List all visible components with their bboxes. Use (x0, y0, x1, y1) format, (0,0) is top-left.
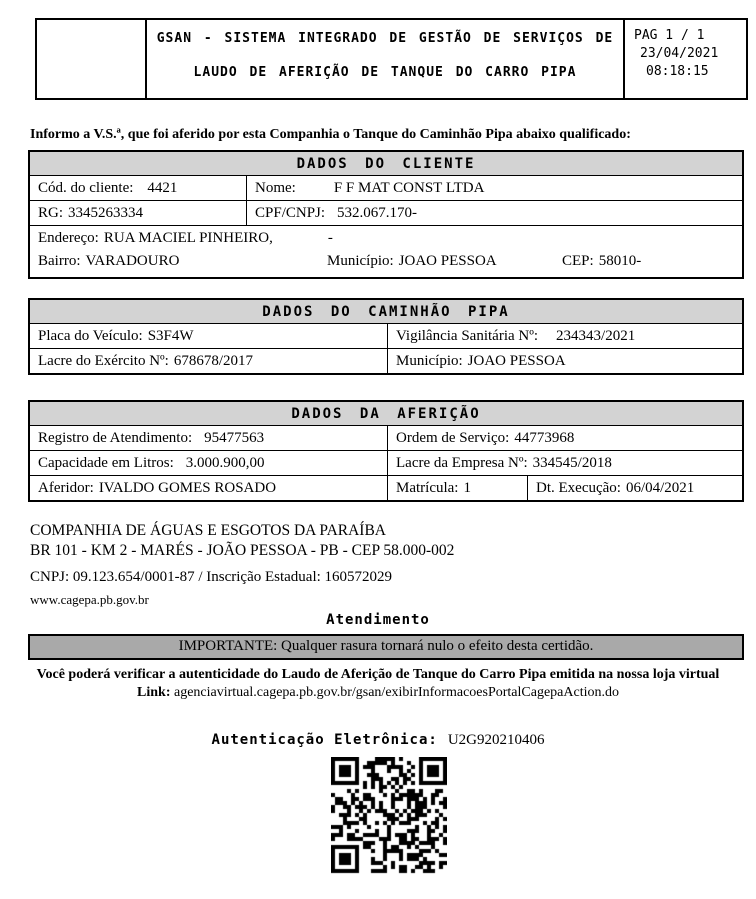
authenticity-notice: Você poderá verificar a autenticidade do Laudo de Aferição de Tanque do Carro Pipa emitida na nossa loja virtual (36, 667, 720, 682)
table-row (30, 201, 742, 226)
client-code-value: 4421 (147, 180, 178, 196)
execution-date-label: Dt. Execução: (536, 480, 621, 496)
truck-plate-label: Placa do Veículo: (38, 328, 143, 344)
gauger-cell (30, 476, 388, 500)
client-rg-value: 3345263334 (68, 205, 144, 221)
company-seal-label: Lacre da Empresa Nº: (396, 455, 528, 471)
truck-plate-value: S3F4W (147, 328, 194, 344)
service-order-value: 44773968 (514, 430, 575, 446)
client-cpf-cell (247, 201, 742, 225)
link-label: Link: (137, 685, 171, 700)
client-table-title: DADOS DO CLIENTE (30, 152, 742, 176)
client-district-value: VARADOURO (85, 253, 180, 269)
calibration-table-title: DADOS DA AFERIÇÃO (30, 402, 742, 426)
truck-army-seal-value: 678678/2017 (173, 353, 254, 369)
client-street-value: RUA MACIEL PINHEIRO, (103, 230, 273, 246)
report-time: 08:18:15 (646, 64, 709, 79)
service-record-value: 95477563 (204, 430, 265, 446)
truck-city-label: Município: (396, 353, 463, 369)
company-seal-cell (388, 451, 742, 475)
client-street-number: - (327, 230, 333, 246)
company-name: COMPANHIA DE ÁGUAS E ESGOTOS DA PARAÍBA (30, 522, 386, 539)
gauger-label: Aferidor: (38, 480, 94, 496)
company-website: www.cagepa.pb.gov.br (30, 592, 149, 607)
service-order-cell (388, 426, 742, 450)
atendimento-heading: Atendimento (326, 612, 430, 628)
truck-city-value: JOAO PESSOA (467, 353, 566, 369)
page-number: PAG 1 / 1 (634, 28, 705, 43)
electronic-authentication-line (0, 731, 756, 749)
service-record-label: Registro de Atendimento: (38, 430, 193, 446)
report-header (35, 18, 748, 100)
intro-statement: Informo a V.S.ª, que foi aferido por esta Companhia o Tanque do Caminhão Pipa abaixo qualificado: (30, 127, 631, 142)
truck-city-cell (388, 349, 742, 373)
report-title-line2: LAUDO DE AFERIÇÃO DE TANQUE DO CARRO PIPA (193, 65, 577, 80)
client-city (327, 253, 497, 270)
table-row (30, 349, 742, 373)
report-title-line1: GSAN - SISTEMA INTEGRADO DE GESTÃO DE SERVIÇOS DE (156, 31, 614, 46)
client-rg-label: RG: (38, 205, 64, 221)
truck-sanitary-value: 234343/2021 (556, 328, 636, 344)
truck-army-seal-label: Lacre do Exército Nº: (38, 353, 169, 369)
registration-label: Matrícula: (396, 480, 459, 496)
client-district-label: Bairro: (38, 253, 81, 269)
table-row (30, 476, 742, 500)
client-name-cell (247, 176, 742, 200)
client-city-label: Município: (327, 253, 394, 269)
capacity-value: 3.000.900,00 (185, 455, 265, 471)
company-cnpj: CNPJ: 09.123.654/0001-87 / Inscrição Estadual: 160572029 (30, 569, 393, 585)
qr-code (331, 757, 447, 877)
company-address: BR 101 - KM 2 - MARÉS - JOÃO PESSOA - PB - CEP 58.000-002 (30, 542, 455, 559)
company-logo-placeholder (37, 20, 147, 98)
client-address-cell (30, 226, 742, 277)
client-district-line (38, 253, 734, 272)
report-date: 23/04/2021 (640, 46, 719, 61)
client-cpf-label: CPF/CNPJ: (255, 205, 326, 221)
table-row (30, 176, 742, 201)
table-row (30, 324, 742, 349)
service-record-cell (30, 426, 388, 450)
verification-link-line (0, 685, 756, 701)
client-zip (562, 253, 641, 270)
client-rg-cell (30, 201, 247, 225)
gauger-value: IVALDO GOMES ROSADO (98, 480, 277, 496)
client-street-line (38, 230, 734, 247)
client-data-table (28, 150, 744, 279)
registration-value: 1 (463, 480, 471, 496)
truck-plate-cell (30, 324, 388, 348)
truck-sanitary-cell (388, 324, 742, 348)
table-row (30, 426, 742, 451)
capacity-label: Capacidade em Litros: (38, 455, 174, 471)
authentication-code: U2G920210406 (447, 732, 545, 748)
report-title (147, 20, 623, 98)
important-notice-bar: IMPORTANTE: Qualquer rasura tornará nulo o efeito desta certidão. (28, 634, 744, 660)
service-order-label: Ordem de Serviço: (396, 430, 510, 446)
authentication-label: Autenticação Eletrônica: (211, 732, 438, 748)
client-code-cell (30, 176, 247, 200)
company-seal-value: 334545/2018 (532, 455, 612, 471)
client-cpf-value: 532.067.170- (337, 205, 418, 221)
client-zip-value: 58010- (598, 253, 642, 269)
table-row (30, 451, 742, 476)
client-zip-label: CEP: (562, 253, 594, 269)
page-info (623, 20, 746, 98)
truck-table-title: DADOS DO CAMINHÃO PIPA (30, 300, 742, 324)
client-district (38, 253, 179, 269)
execution-date-cell (528, 476, 742, 500)
registration-cell (388, 476, 528, 500)
truck-data-table (28, 298, 744, 375)
client-name-value: F F MAT CONST LTDA (333, 180, 485, 196)
truck-sanitary-label: Vigilância Sanitária Nº: (396, 328, 539, 344)
client-street-label: Endereço: (38, 230, 99, 246)
capacity-cell (30, 451, 388, 475)
calibration-data-table (28, 400, 744, 502)
client-city-value: JOAO PESSOA (398, 253, 497, 269)
truck-army-seal-cell (30, 349, 388, 373)
client-code-label: Cód. do cliente: (38, 180, 134, 196)
execution-date-value: 06/04/2021 (625, 480, 695, 496)
verification-link-url: agenciavirtual.cagepa.pb.gov.br/gsan/exibirInformacoesPortalCagepaAction.do (173, 685, 619, 700)
company-info-block (30, 521, 454, 610)
client-name-label: Nome: (255, 180, 296, 196)
